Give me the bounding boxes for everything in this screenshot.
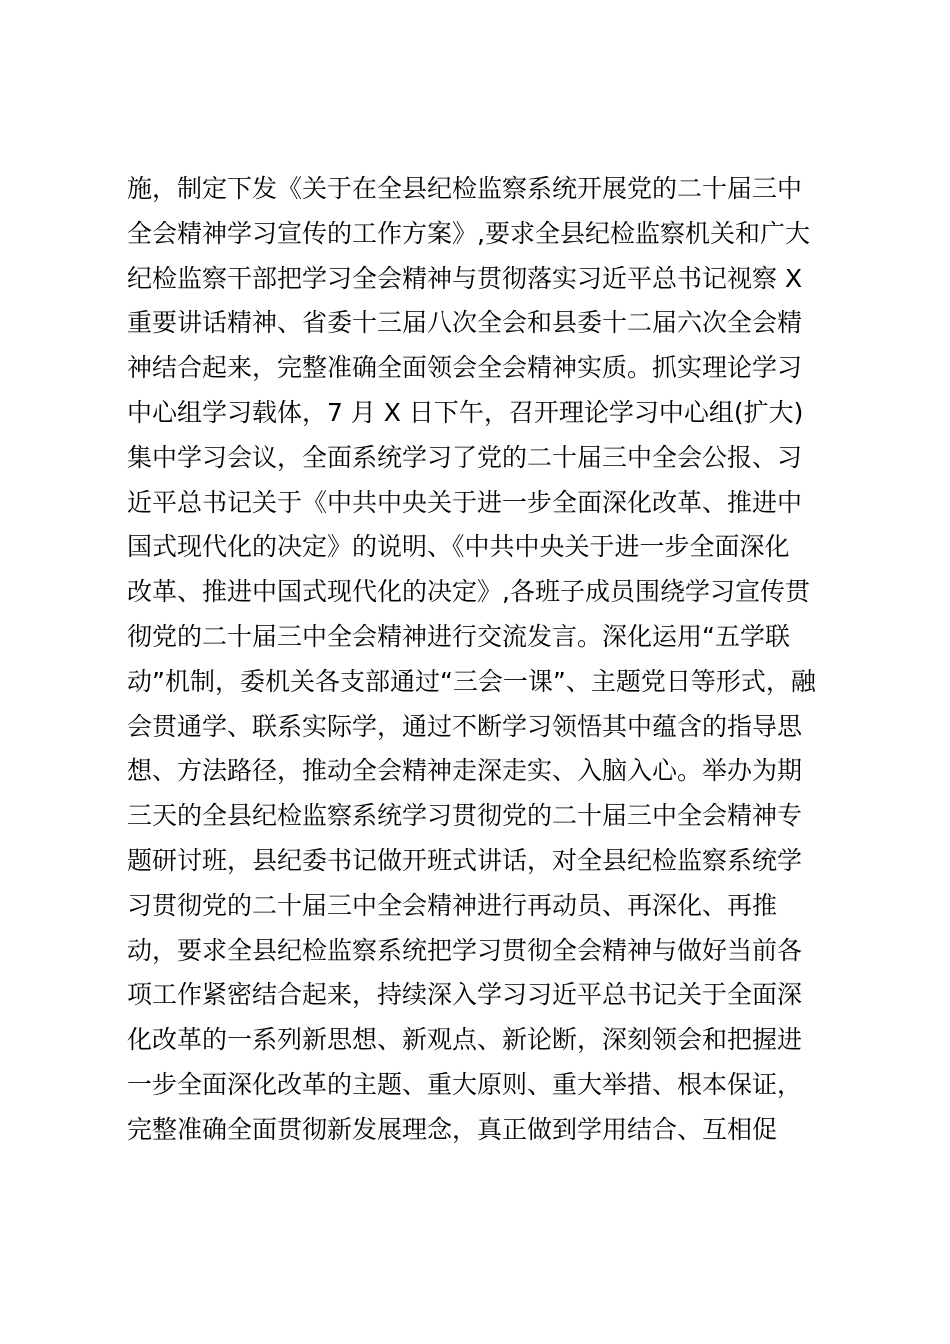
text-line: 中心组学习载体，7 月 X 日下午，召开理论学习中心组(扩大) <box>127 397 804 427</box>
text-line: 国式现代化的决定》的说明、《中共中央关于进一步全面深化 <box>127 532 790 562</box>
text-line: 全会精神学习宣传的工作方案》,要求全县纪检监察机关和广大 <box>127 218 810 248</box>
text-line: 改革、推进中国式现代化的决定》,各班子成员围绕学习宣传贯 <box>127 577 810 607</box>
text-line: 想、方法路径，推动全会精神走深走实、入脑入心。举办为期 <box>127 756 803 786</box>
text-line: 项工作紧密结合起来，持续深入学习习近平总书记关于全面深 <box>127 980 803 1010</box>
text-line: 三天的全县纪检监察系统学习贯彻党的二十届三中全会精神专 <box>127 801 803 831</box>
text-line: 题研讨班，县纪委书记做开班式讲话，对全县纪检监察系统学 <box>127 845 803 875</box>
text-line: 神结合起来，完整准确全面领会全会精神实质。抓实理论学习 <box>127 353 803 383</box>
text-line: 习贯彻党的二十届三中全会精神进行再动员、再深化、再推 <box>127 890 778 920</box>
body-paragraph <box>127 167 827 1153</box>
text-line: 会贯通学、联系实际学，通过不断学习领悟其中蕴含的指导思 <box>127 711 803 741</box>
text-line: 一步全面深化改革的主题、重大原则、重大举措、根本保证， <box>127 1069 803 1099</box>
text-line: 动，要求全县纪检监察系统把学习贯彻全会精神与做好当前各 <box>127 935 803 965</box>
text-line: 完整准确全面贯彻新发展理念，真正做到学用结合、互相促 <box>127 1114 778 1144</box>
text-line: 施，制定下发《关于在全县纪检监察系统开展党的二十届三中 <box>127 174 803 203</box>
text-line: 集中学习会议，全面系统学习了党的二十届三中全会公报、习 <box>127 442 803 472</box>
text-line: 近平总书记关于《中共中央关于进一步全面深化改革、推进中 <box>127 487 803 517</box>
text-line: 彻党的二十届三中全会精神进行交流发言。深化运用“五学联 <box>127 621 790 651</box>
text-line: 重要讲话精神、省委十三届八次全会和县委十二届六次全会精 <box>127 308 803 338</box>
text-line: 纪检监察干部把学习全会精神与贯彻落实习近平总书记视察 X <box>127 263 803 293</box>
text-line: 化改革的一系列新思想、新观点、新论断，深刻领会和把握进 <box>127 1025 803 1055</box>
text-line: 动”机制，委机关各支部通过“三会一课”、主题党日等形式，融 <box>127 666 816 696</box>
